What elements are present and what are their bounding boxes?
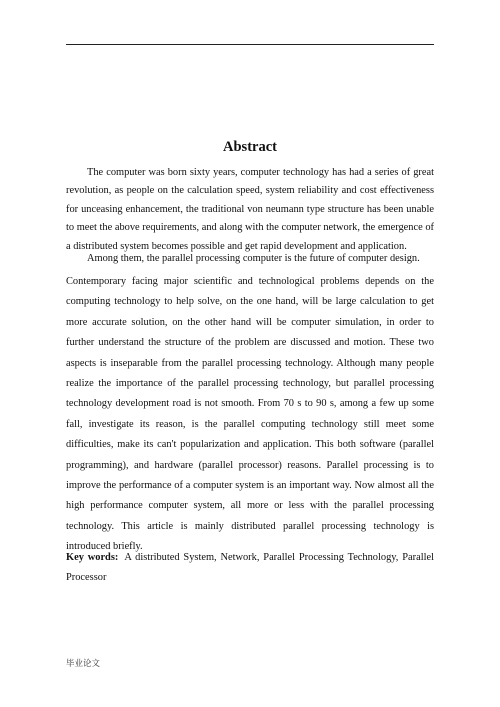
abstract-paragraph-3: Contemporary facing major scientific and technological problems depends on the computing technology to help solve, on the one hand, will be large calculation to get more accurate solution, on the other hand will be computer simulation, in order to further understand the structure of the problem are discussed and motion. These two aspects is inseparable from the parallel processing technology. Although many people realize the importance of the parallel processing technology, but parallel processing technology development road is not smooth. From 70 s to 90 s, among a few up some fall, investigate its reason, is the parallel computing technology still meet some difficulties, make its can't popularization and application. This both software (parallel programming), and hardware (parallel processor) reasons. Parallel processing is to improve the performance of a computer system is an important way. Now almost all the high performance computer system, all more or less with the parallel processing technology. This article is mainly distributed parallel processing technology is introduced briefly. bbox=[66, 276, 434, 553]
abstract-paragraph-1: The computer was born sixty years, computer technology has had a series of great revolution, as people on the calculation speed, system reliability and cost effectiveness for unceasing enhancement, the traditional von neumann type structure has been unable to meet the above requirements, and along with the computer network, the emergence of a distributed system becomes possible and get rapid development and application. bbox=[66, 167, 434, 252]
keywords-label: Key words: bbox=[66, 552, 119, 563]
abstract-paragraph-2: Among them, the parallel processing computer is the future of computer design. bbox=[87, 253, 420, 264]
keywords-text: A distributed System, Network, Parallel Processing Technology, Parallel Processor bbox=[66, 552, 434, 583]
page-footer: 毕业论文 bbox=[66, 659, 101, 669]
page-title: Abstract bbox=[223, 138, 277, 155]
keywords-section bbox=[66, 548, 434, 588]
header-rule bbox=[66, 44, 434, 45]
